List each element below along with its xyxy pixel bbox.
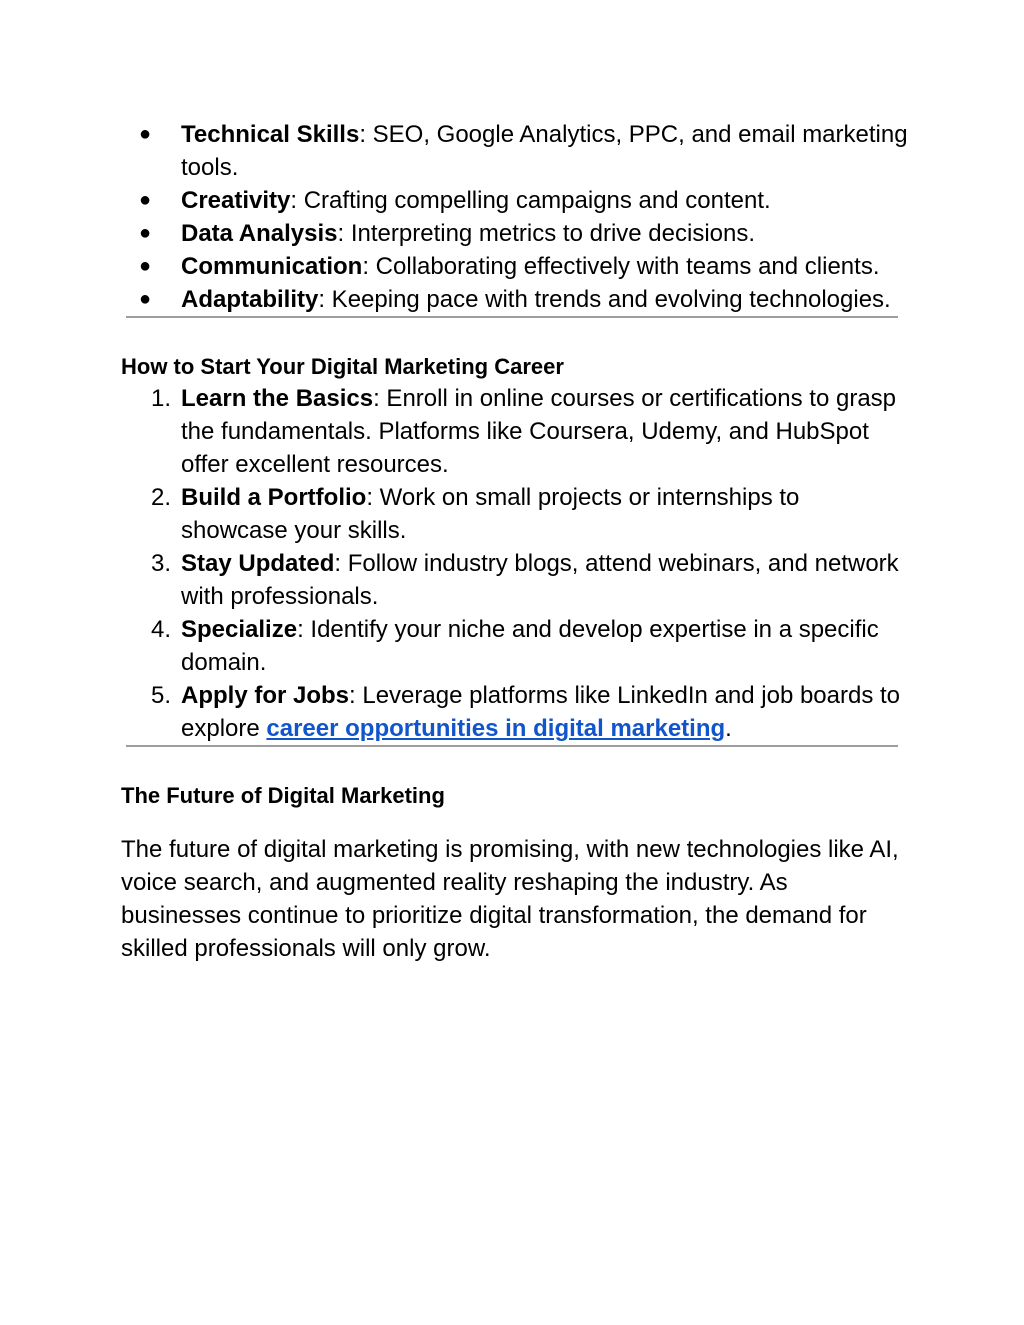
- bullet-icon: ●: [139, 288, 152, 310]
- step-desc-end: .: [725, 715, 732, 742]
- skill-term: Adaptability: [181, 286, 319, 313]
- step-desc: : Follow industry blogs, attend webinars, and network with professionals.: [181, 550, 899, 610]
- bullet-icon: ●: [139, 189, 152, 211]
- career-opportunities-link[interactable]: career opportunities in digital marketing: [266, 715, 726, 742]
- bullet-icon: ●: [139, 222, 152, 244]
- step-number: 1.: [151, 385, 172, 412]
- list-item: [121, 118, 911, 184]
- future-paragraph: The future of digital marketing is promising, with new technologies like AI, voice search, and augmented reality reshaping the industry. As businesses continue to prioritize digital transformation, the demand for skilled professionals will only grow.: [121, 836, 899, 962]
- skill-desc: : Interpreting metrics to drive decisions.: [337, 220, 756, 247]
- list-item: [121, 283, 911, 316]
- list-item: [121, 250, 911, 283]
- skill-desc: : SEO, Google Analytics, PPC, and email marketing tools.: [181, 121, 908, 181]
- step-term: Build a Portfolio: [181, 484, 367, 511]
- skill-desc: : Crafting compelling campaigns and content.: [290, 187, 771, 214]
- step-number: 2.: [151, 484, 172, 511]
- skill-term: Technical Skills: [181, 121, 360, 148]
- skill-desc: : Collaborating effectively with teams and clients.: [362, 253, 880, 280]
- list-item: [121, 679, 911, 745]
- section-divider: [126, 745, 898, 747]
- section-divider: [126, 316, 898, 318]
- section-heading-start-career: How to Start Your Digital Marketing Career: [121, 354, 564, 379]
- skill-term: Communication: [181, 253, 363, 280]
- step-term: Specialize: [181, 616, 298, 643]
- document-page: [121, 118, 911, 989]
- list-item: [121, 217, 911, 250]
- step-term: Apply for Jobs: [181, 682, 350, 709]
- list-item: [121, 184, 911, 217]
- step-desc: : Enroll in online courses or certifications to grasp the fundamentals. Platforms like Coursera, Udemy, and HubSpot offer excellent resources.: [181, 385, 897, 478]
- skills-list: [121, 118, 911, 316]
- step-number: 3.: [151, 550, 172, 577]
- skill-term: Data Analysis: [181, 220, 338, 247]
- list-item: [121, 613, 911, 679]
- list-item: [121, 481, 911, 547]
- list-item: [121, 547, 911, 613]
- step-desc: : Leverage platforms like LinkedIn and job boards to explore: [181, 682, 901, 742]
- step-term: Learn the Basics: [181, 385, 374, 412]
- step-number: 4.: [151, 616, 172, 643]
- steps-list: [121, 382, 911, 745]
- bullet-icon: ●: [139, 255, 152, 277]
- section-heading-future: The Future of Digital Marketing: [121, 783, 445, 808]
- list-item: [121, 382, 911, 481]
- step-desc: : Identify your niche and develop expertise in a specific domain.: [181, 616, 879, 676]
- skill-desc: : Keeping pace with trends and evolving technologies.: [318, 286, 891, 313]
- skill-term: Creativity: [181, 187, 291, 214]
- bullet-icon: ●: [139, 123, 152, 145]
- step-desc: : Work on small projects or internships to showcase your skills.: [181, 484, 800, 544]
- step-number: 5.: [151, 682, 172, 709]
- step-term: Stay Updated: [181, 550, 335, 577]
